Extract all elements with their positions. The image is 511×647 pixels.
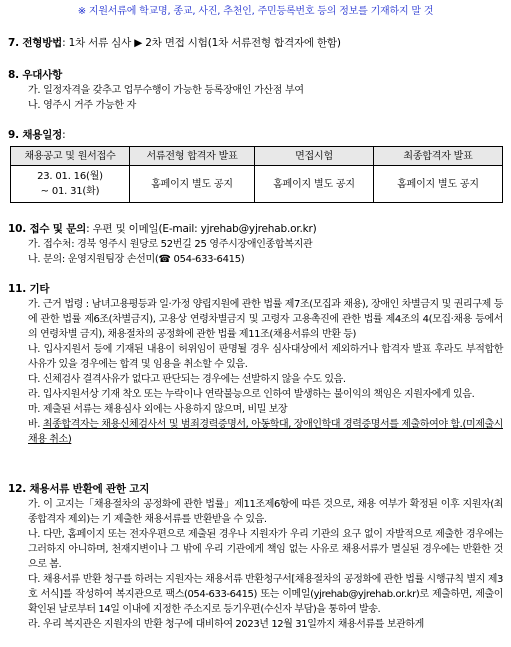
schedule-header: 면접시험 <box>255 147 374 166</box>
section-11-item-last <box>8 417 503 447</box>
document-page <box>0 4 511 647</box>
section-11-item: 가. 근거 법령 : 남녀고용평등과 일·가정 양립지원에 관한 법률 제7조(모집과 채용), 장애인 차별금지 및 권리구제 등에 관한 법률 제6조(차별금지), 고용상 연령차별금지 및 고령자 고용촉진에 관한 법률 제4조의 4(모집·채용 등에서의 연령차별 금지), 채용절차의 공정화에 관한 법률 제11조(채용서류의 반환 등) <box>28 299 503 340</box>
section-preference <box>8 68 503 113</box>
section-12-item: 나. 다만, 홈페이지 또는 전자우편으로 제출된 경우나 지원자가 우리 기관의 요구 없이 자발적으로 제출한 경우에는 그러하지 아니하며, 천재지변이나 그 밖에 우리 기관에게 책임 없는 사유로 채용서류가 멸실된 경우에는 반환한 것으로 봄. <box>28 529 503 570</box>
period-start: 23. 01. 16(월) <box>37 171 103 182</box>
schedule-row <box>11 166 503 203</box>
section-8-item: 나. 영주시 거주 가능한 자 <box>28 100 136 111</box>
section-11-item-prefix: 바. <box>28 419 43 430</box>
section-9-colon: : <box>62 129 66 141</box>
section-11-item: 나. 입사지원서 등에 기재된 내용이 허위임이 판명될 경우 심사대상에서 제외하거나 합격자 발표 후라도 부적합한 사유가 있을 경우에는 합격 및 임용을 취소할 수 있음. <box>28 344 503 370</box>
schedule-header: 채용공고 및 원서접수 <box>11 147 130 166</box>
schedule-header: 최종합격자 발표 <box>374 147 503 166</box>
schedule-header-row <box>11 147 503 166</box>
schedule-header: 서류전형 합격자 발표 <box>130 147 255 166</box>
schedule-table <box>10 146 503 203</box>
section-11-item: 다. 신체검사 결격사유가 없다고 판단되는 경우에는 선발하지 않을 수도 있음. <box>28 374 346 385</box>
section-schedule <box>8 128 503 203</box>
section-11-item: 마. 제출된 서류는 채용심사 외에는 사용하지 않으며, 비밀 보장 <box>28 404 288 415</box>
section-10-text: : 우편 및 이메일(E-mail: yjrehab@yjrehab.or.kr) <box>86 223 317 235</box>
section-12-item: 가. 이 고지는「채용절차의 공정화에 관한 법률」제11조제6항에 따른 것으로, 채용 여부가 확정된 이후 지원자(최종합격자 제외)는 기 제출한 채용서류를 반환받을 수 있음. <box>28 499 503 525</box>
section-11-item: 라. 입사지원서상 기재 착오 또는 누락이나 연락불능으로 인하여 발생하는 불이익의 책임은 지원자에게 있음. <box>28 389 475 400</box>
section-etc <box>8 282 503 447</box>
section-12-item: 라. 우리 복지관은 지원자의 반환 청구에 대비하여 2023년 12월 31일까지 채용서류를 보관하게 <box>28 619 424 630</box>
section-12-heading: 12. 채용서류 반환에 관한 고지 <box>8 483 150 495</box>
schedule-cell: 홈페이지 별도 공지 <box>374 166 503 203</box>
section-9-heading: 9. 채용일정 <box>8 129 63 141</box>
section-8-heading: 8. 우대사항 <box>8 69 63 81</box>
section-11-heading: 11. 기타 <box>8 283 50 295</box>
section-7-text: : 1차 서류 심사 ▶ 2차 면접 시험(1차 서류전형 합격자에 한함) <box>62 37 341 49</box>
section-11-underlined-text: 최종합격자는 채용신체검사서 및 범죄경력증명서, 아동학대, 장애인학대 경력증명서를 제출하여야 함.(미제출시 채용 취소) <box>28 419 503 445</box>
section-7-heading: 7. 전형방법 <box>8 37 63 49</box>
section-document-return <box>8 482 503 632</box>
section-selection-method <box>8 36 503 51</box>
schedule-cell: 홈페이지 별도 공지 <box>255 166 374 203</box>
schedule-period-cell <box>11 166 130 203</box>
period-end: ~ 01. 31(화) <box>40 186 100 197</box>
section-12-item: 다. 채용서류 반환 청구를 하려는 지원자는 채용서류 반환청구서[채용절차의 공정화에 관한 법률 시행규칙 별지 제3호 서식]를 작성하여 복지관으로 팩스(054-633-6415) 또는 이메일(yjrehab@yjrehab.or.kr)로 제출하면, 제출이 확인된 날로부터 14일 이내에 지정한 주소지로 등기우편(수신자 부담)을 통하여 발송. <box>28 574 503 615</box>
section-8-item: 가. 일정자격을 갖추고 업무수행이 가능한 등록장애인 가산점 부여 <box>28 85 304 96</box>
schedule-cell: 홈페이지 별도 공지 <box>130 166 255 203</box>
section-10-item: 가. 접수처: 경북 영주시 원당로 52번길 25 영주시장애인종합복지관 <box>28 239 313 250</box>
section-contact <box>8 222 503 267</box>
section-10-heading: 10. 접수 및 문의 <box>8 223 87 235</box>
section-10-item: 나. 문의: 운영지원팀장 손선미(☎ 054-633-6415) <box>28 254 245 265</box>
notice-line: ※ 지원서류에 학교명, 종교, 사진, 추천인, 주민등록번호 등의 정보를 기재하지 말 것 <box>77 6 434 17</box>
